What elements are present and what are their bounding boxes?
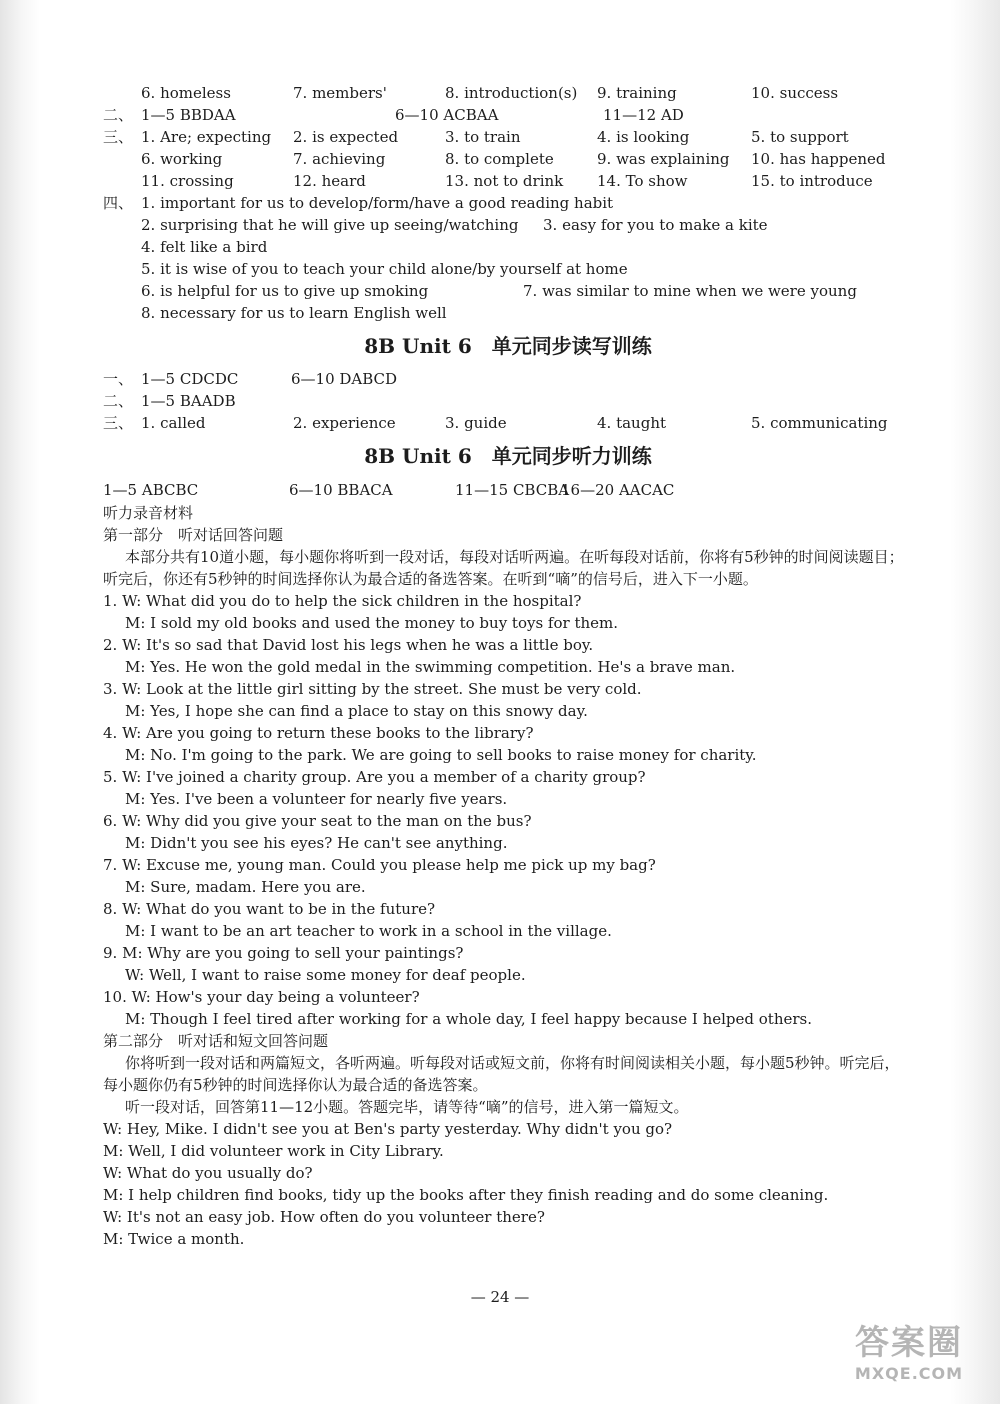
listening-answers: [103, 478, 913, 502]
dialogue-line: W: Hey, Mike. I didn't see you at Ben's party yesterday. Why didn't you go?: [103, 1120, 673, 1138]
dialogue-line: M: I sold my old books and used the money to buy toys for them.: [125, 614, 619, 632]
answer-cell: 5. to support: [751, 128, 849, 146]
answer-row: [103, 82, 913, 104]
answer-row: [103, 192, 913, 214]
answer-cell: 1—5 ABCBC: [103, 481, 199, 499]
dialogue-line: M: Yes. He won the gold medal in the swimming competition. He's a brave man.: [125, 658, 736, 676]
answer-line: 7. was similar to mine when we were young: [523, 282, 857, 300]
heading-listening: 8B Unit 6 单元同步听力训练: [364, 444, 652, 468]
dialogue-line: M: Didn't you see his eyes? He can't see anything.: [125, 834, 508, 852]
dialogue-line: 5. W: I've joined a charity group. Are you a member of a charity group?: [103, 768, 646, 786]
heading-reading-writing: 8B Unit 6 单元同步读写训练: [364, 334, 652, 358]
answer-row: [103, 368, 913, 390]
answer-line: 3. easy for you to make a kite: [543, 216, 768, 234]
scan-edge-right: [950, 0, 1000, 1404]
answer-line: 1. important for us to develop/form/have a good reading habit: [141, 194, 614, 212]
answer-row: [103, 126, 913, 148]
part1-intro: 本部分共有10道小题，每小题你将听到一段对话，每段对话听两遍。在听每段对话前，你将有5秒钟的时间阅读题目；听完后，你还有5秒钟的时间选择你认为最合适的备选答案。在听到“嘀”的信号后，进入下一小题。: [103, 548, 904, 588]
answer-cell: 4. taught: [597, 414, 667, 432]
answer-row: [103, 280, 913, 302]
answer-cell: 1—5 CDCDC: [141, 370, 239, 388]
part2-instruction: 听一段对话，回答第11—12小题。答题完毕，请等待“嘀”的信号，进入第一篇短文。: [125, 1098, 689, 1116]
answer-cell: 11. crossing: [141, 172, 234, 190]
dialogue-line: 4. W: Are you going to return these books to the library?: [103, 724, 534, 742]
answer-cell: 9. was explaining: [597, 150, 730, 168]
answer-cell: 12. heard: [293, 172, 366, 190]
watermark-cn: 答案圈: [855, 1323, 963, 1363]
dialogue2-list: [103, 1118, 913, 1250]
answer-cell: 7. members': [293, 84, 387, 102]
scan-edge-left: [0, 0, 40, 1404]
answer-cell: 14. To show: [597, 172, 688, 190]
answer-row: [103, 104, 913, 126]
dialogue-line: 6. W: Why did you give your seat to the man on the bus?: [103, 812, 532, 830]
answer-cell: 8. introduction(s): [445, 84, 578, 102]
row-label: 三、: [103, 128, 134, 146]
answer-cell: 2. experience: [293, 414, 396, 432]
answer-cell: 6. homeless: [141, 84, 231, 102]
answer-cell: 2. is expected: [293, 128, 399, 146]
answer-cell: 13. not to drink: [445, 172, 564, 190]
dialogue-line: M: I want to be an art teacher to work in a school in the village.: [125, 922, 612, 940]
section-4: [103, 192, 913, 324]
answer-cell: 11—12 AD: [603, 106, 684, 124]
dialogue-line: W: Well, I want to raise some money for deaf people.: [125, 966, 526, 984]
page-number: — 24 —: [470, 1288, 530, 1306]
answer-cell: 10. success: [751, 84, 839, 102]
answer-row: [103, 214, 913, 236]
answer-cell: 7. achieving: [293, 150, 386, 168]
dialogue-line: 3. W: Look at the little girl sitting by the street. She must be very cold.: [103, 680, 642, 698]
answer-cell: 6. working: [141, 150, 223, 168]
dialogue-line: 8. W: What do you want to be in the future?: [103, 900, 436, 918]
answer-cell: 3. guide: [445, 414, 507, 432]
answer-cell: 9. training: [597, 84, 677, 102]
row-label: 二、: [103, 106, 134, 124]
dialogue-line: 9. M: Why are you going to sell your paintings?: [103, 944, 464, 962]
row-label: 二、: [103, 392, 134, 410]
answer-cell: 6—10 DABCD: [291, 370, 398, 388]
answer-row: [103, 170, 913, 192]
answer-cell: 1. called: [141, 414, 206, 432]
dialogue-list: [103, 590, 913, 1030]
answer-line: 6. is helpful for us to give up smoking: [141, 282, 429, 300]
part2-intro: 你将听到一段对话和两篇短文，各听两遍。听每段对话或短文前，你将有时间阅读相关小题，每小题5秒钟。听完后，每小题你仍有5秒钟的时间选择你认为最合适的备选答案。: [103, 1054, 900, 1094]
answer-cell: 6—10 ACBAA: [395, 106, 499, 124]
answer-cell: 11—15 CBCBA: [455, 481, 570, 499]
top-answer-grid: [103, 82, 913, 192]
script-title: 听力录音材料: [103, 504, 194, 522]
row-label: 四、: [103, 194, 134, 212]
answer-cell: 6—10 BBACA: [289, 481, 393, 499]
dialogue-line: M: Well, I did volunteer work in City Library.: [103, 1142, 444, 1160]
dialogue-line: M: Though I feel tired after working for a whole day, I feel happy because I helped others.: [125, 1010, 812, 1028]
answer-cell: 3. to train: [445, 128, 521, 146]
answer-cell: 8. to complete: [445, 150, 554, 168]
answer-line: 5. it is wise of you to teach your child alone/by yourself at home: [141, 260, 628, 278]
answer-line: 4. felt like a bird: [141, 238, 268, 256]
dialogue-line: 2. W: It's so sad that David lost his legs when he was a little boy.: [103, 636, 594, 654]
dialogue-line: M: I help children find books, tidy up the books after they finish reading and do some cleaning.: [103, 1186, 829, 1204]
answer-line: 2. surprising that he will give up seeing/watching: [141, 216, 519, 234]
dialogue-line: 10. W: How's your day being a volunteer?: [103, 988, 420, 1006]
page-content: [103, 82, 913, 1250]
dialogue-line: W: What do you usually do?: [103, 1164, 313, 1182]
dialogue-line: 7. W: Excuse me, young man. Could you please help me pick up my bag?: [103, 856, 656, 874]
part1-title: 第一部分 听对话回答问题: [103, 526, 284, 544]
answer-row: [103, 390, 913, 412]
watermark-logo: [836, 1322, 982, 1390]
reading-writing-answers: [103, 368, 913, 434]
dialogue-line: 1. W: What did you do to help the sick children in the hospital?: [103, 592, 582, 610]
row-label: 一、: [103, 370, 134, 388]
answer-row: [103, 258, 913, 280]
answer-cell: 15. to introduce: [751, 172, 873, 190]
answer-cell: 5. communicating: [751, 414, 888, 432]
dialogue-line: M: Yes. I've been a volunteer for nearly five years.: [125, 790, 508, 808]
dialogue-line: M: No. I'm going to the park. We are going to sell books to raise money for charity.: [125, 746, 757, 764]
dialogue-line: W: It's not an easy job. How often do you volunteer there?: [103, 1208, 545, 1226]
answer-cell: 1—5 BBDAA: [141, 106, 236, 124]
part2-title: 第二部分 听对话和短文回答问题: [103, 1032, 329, 1050]
answer-cell: 1. Are; expecting: [141, 128, 272, 146]
answer-row: [103, 302, 913, 324]
watermark-en: MXQE.COM: [854, 1364, 964, 1383]
answer-row: [103, 148, 913, 170]
dialogue-line: M: Twice a month.: [103, 1230, 245, 1248]
answer-row: [103, 412, 913, 434]
answer-line: 8. necessary for us to learn English well: [141, 304, 447, 322]
dialogue-line: M: Sure, madam. Here you are.: [125, 878, 366, 896]
row-label: 三、: [103, 414, 134, 432]
answer-row: [103, 236, 913, 258]
dialogue-line: M: Yes, I hope she can find a place to stay on this snowy day.: [125, 702, 588, 720]
answer-cell: 16—20 AACAC: [561, 481, 675, 499]
answer-cell: 10. has happened: [751, 150, 886, 168]
answer-cell: 1—5 BAADB: [141, 392, 236, 410]
answer-cell: 4. is looking: [597, 128, 690, 146]
